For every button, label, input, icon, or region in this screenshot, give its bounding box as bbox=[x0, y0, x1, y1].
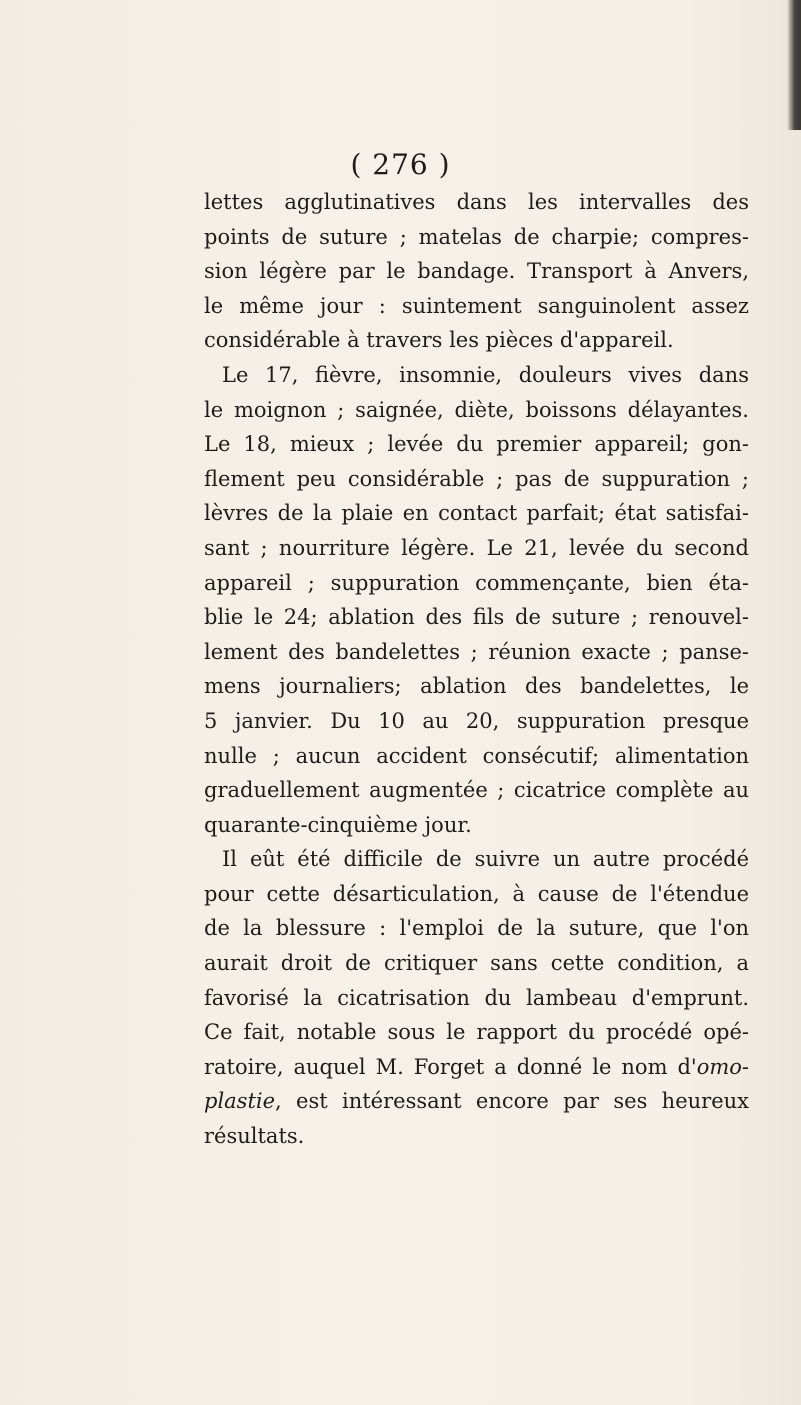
line-text: résultats. bbox=[204, 1124, 305, 1149]
line-text: lettes agglutinatives dans les intervalles des bbox=[204, 190, 749, 214]
text-line bbox=[204, 566, 749, 601]
text-line bbox=[204, 1084, 749, 1119]
line-text: le même jour : suintement sanguinolent assez bbox=[204, 293, 749, 318]
text-line bbox=[204, 600, 749, 635]
line-text: Ce fait, notable sous le rapport du procédé opé- bbox=[204, 1020, 749, 1045]
text-line bbox=[204, 323, 749, 358]
text-line bbox=[204, 289, 749, 324]
line-text: 5 janvier. Du 10 au 20, suppuration presque bbox=[204, 708, 749, 733]
page-edge-shadow bbox=[787, 0, 801, 130]
line-text: ratoire, auquel M. Forget a donné le nom d' bbox=[204, 1054, 697, 1079]
line-text: Le 18, mieux ; levée du premier appareil; gon- bbox=[204, 432, 749, 457]
line-text: lèvres de la plaie en contact parfait; état satisfai- bbox=[204, 501, 749, 526]
text-line bbox=[204, 877, 749, 912]
text-line bbox=[204, 669, 749, 704]
line-text: considérable à travers les pièces d'appareil. bbox=[204, 328, 674, 353]
line-text: mens journaliers; ablation des bandelettes, le bbox=[204, 674, 749, 699]
text-line bbox=[204, 635, 749, 670]
line-text: favorisé la cicatrisation du lambeau d'emprunt. bbox=[204, 985, 749, 1010]
line-text: points de suture ; matelas de charpie; compres- bbox=[204, 224, 749, 249]
line-text: aurait droit de critiquer sans cette condition, a bbox=[204, 951, 749, 976]
line-text: , est intéressant encore par ses heureux bbox=[275, 1089, 749, 1114]
text-line bbox=[204, 462, 749, 497]
body-text bbox=[204, 185, 749, 1154]
line-text: appareil ; suppuration commençante, bien éta- bbox=[204, 570, 749, 595]
line-text: sant ; nourriture légère. Le 21, levée du second bbox=[204, 535, 749, 560]
line-text: le moignon ; saignée, diète, boissons délayantes. bbox=[204, 397, 749, 422]
text-line bbox=[204, 531, 749, 566]
line-text: flement peu considérable ; pas de suppuration ; bbox=[204, 466, 749, 491]
text-line bbox=[204, 393, 749, 428]
text-line bbox=[204, 946, 749, 981]
text-line bbox=[204, 427, 749, 462]
text-line bbox=[204, 1050, 749, 1085]
line-text: graduellement augmentée ; cicatrice complète au bbox=[204, 778, 749, 803]
italic-term: omo- bbox=[696, 1054, 749, 1079]
line-text: blie le 24; ablation des fils de suture ; renouvel- bbox=[204, 605, 749, 630]
line-text: quarante-cinquième jour. bbox=[204, 812, 472, 837]
line-text: nulle ; aucun accident consécutif; alimentation bbox=[204, 743, 749, 768]
text-line bbox=[204, 704, 749, 739]
line-text: Le 17, fièvre, insomnie, douleurs vives dans bbox=[222, 362, 749, 387]
text-line bbox=[204, 808, 749, 843]
line-text: de la blessure : l'emploi de la suture, que l'on bbox=[204, 916, 749, 941]
text-line bbox=[204, 185, 749, 220]
text-line bbox=[204, 1119, 749, 1154]
text-line bbox=[204, 981, 749, 1016]
text-line bbox=[204, 739, 749, 774]
line-text: lement des bandelettes ; réunion exacte ; panse- bbox=[204, 639, 749, 664]
text-line bbox=[204, 842, 749, 877]
page-number: ( 276 ) bbox=[350, 148, 451, 181]
text-line bbox=[204, 1015, 749, 1050]
text-line bbox=[204, 496, 749, 531]
text-line bbox=[204, 773, 749, 808]
text-line bbox=[204, 358, 749, 393]
text-line bbox=[204, 254, 749, 289]
line-text: sion légère par le bandage. Transport à Anvers, bbox=[204, 259, 749, 284]
italic-term: plastie bbox=[204, 1089, 276, 1114]
text-line bbox=[204, 911, 749, 946]
line-text: Il eût été difficile de suivre un autre procédé bbox=[222, 847, 749, 872]
text-line bbox=[204, 220, 749, 255]
line-text: pour cette désarticulation, à cause de l'étendue bbox=[204, 881, 749, 906]
